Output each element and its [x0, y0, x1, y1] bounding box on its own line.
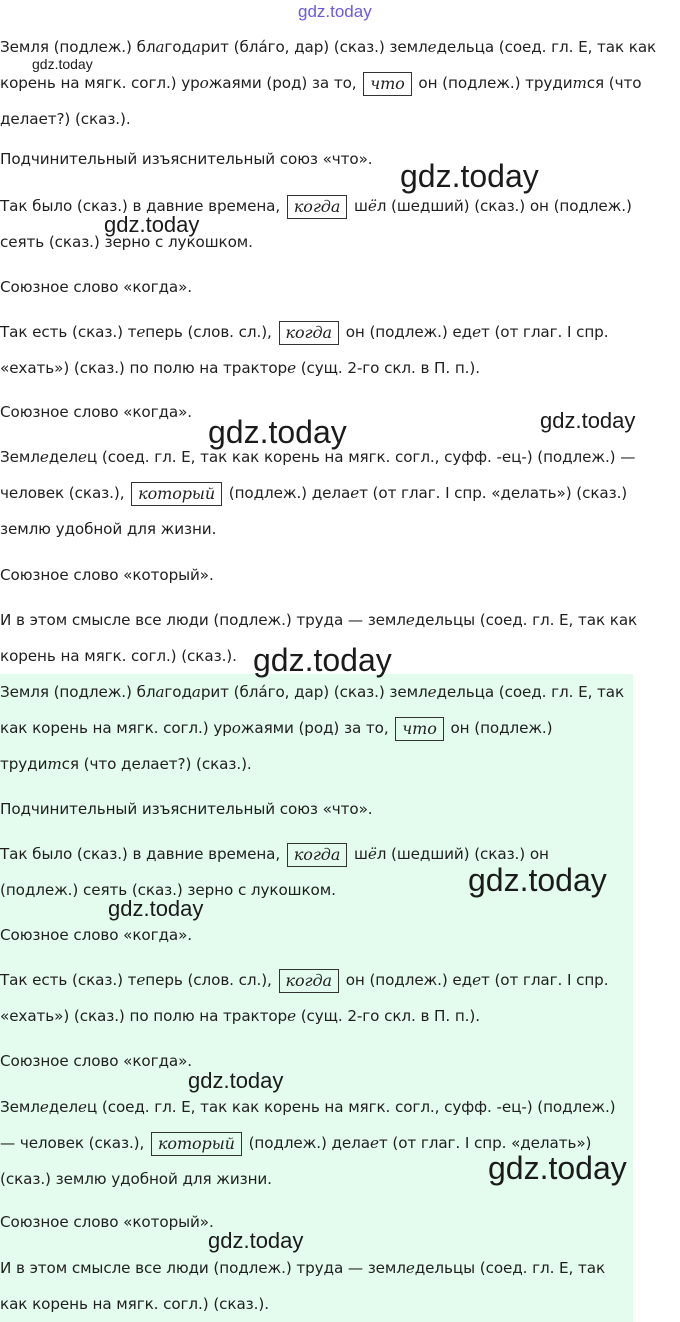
text-run: Земл	[0, 1098, 40, 1116]
note-1-repeat	[0, 791, 628, 827]
text-run: Подчинительный изъяснительный союз «что».	[0, 150, 373, 168]
highlighted-letter: е	[350, 484, 360, 502]
sentence-1-repeat	[0, 674, 628, 782]
note-1	[0, 141, 672, 177]
text-run: он (подлеж.) труди	[413, 74, 573, 92]
watermark: gdz.today	[468, 862, 607, 898]
boxed-conjunction: что	[395, 717, 443, 741]
watermark-top: gdz.today	[298, 2, 372, 21]
text-run: перь (слов. сл.),	[145, 971, 277, 989]
text-run: он (подлеж.) труди	[0, 719, 553, 773]
text-run: Союзное слово «который».	[0, 566, 214, 584]
text-run: Союзное слово «который».	[0, 1213, 214, 1231]
text-run: дельца (соед. гл. Е, так как корень на мягк. согл.) ур	[0, 38, 657, 92]
watermark: gdz.today	[208, 414, 347, 450]
text-run: И в этом смысле все люди (подлеж.) труда — земл	[0, 1259, 406, 1277]
watermark: gdz.today	[400, 158, 539, 194]
text-run: т (от глаг. I спр. «делать») (сказ.) землю удобной для жизни.	[0, 484, 628, 538]
sentence-3-repeat	[0, 962, 628, 1034]
text-run: рит (бла́го, дар) (сказ.) земл	[200, 683, 428, 701]
highlighted-letter: е	[78, 448, 87, 466]
boxed-conjunction: который	[131, 482, 222, 506]
sentence-2	[0, 188, 672, 260]
highlighted-letter: т	[572, 74, 587, 92]
highlighted-letter: е	[78, 1098, 87, 1116]
highlighted-letter: а	[155, 38, 165, 56]
text-run: год	[164, 683, 192, 701]
text-run: Союзное слово «когда».	[0, 926, 193, 944]
watermark: gdz.today	[253, 642, 392, 678]
text-run: т (от глаг. I спр. «делать») (сказ.) землю удобной для жизни.	[0, 1134, 592, 1188]
highlighted-letter: е	[287, 1007, 296, 1025]
highlighted-letter: е	[405, 1259, 415, 1277]
text-run: (сущ. 2-го скл. в П. п.).	[295, 1007, 480, 1025]
highlighted-letter: е	[427, 38, 437, 56]
boxed-conjunction: когда	[287, 843, 347, 867]
note-4	[0, 557, 672, 593]
highlighted-letter: е	[287, 359, 296, 377]
text-run: дел	[48, 1098, 79, 1116]
text-run: ш	[349, 845, 368, 863]
note-2	[0, 269, 672, 305]
sentence-4	[0, 439, 672, 547]
note-4-repeat	[0, 1204, 628, 1240]
sentence-1	[0, 29, 672, 137]
text-run: Земл	[0, 448, 40, 466]
text-run: Подчинительный изъяснительный союз «что».	[0, 800, 373, 818]
watermark: gdz.today	[540, 408, 636, 433]
highlighted-letter: а	[191, 683, 201, 701]
text-run: (подлеж.) дела	[224, 484, 351, 502]
text-run: ся (что делает?) (сказ.).	[0, 74, 642, 128]
text-run: Союзное слово «когда».	[0, 278, 193, 296]
text-run: дел	[48, 448, 79, 466]
text-run: Союзное слово «когда».	[0, 1052, 193, 1070]
watermark: gdz.today	[488, 1150, 627, 1186]
text-run: т (от глаг. I спр. «ехать») (сказ.) по полю на трактор	[0, 971, 609, 1025]
text-run: л (шедший) (сказ.) он (подлеж.) сеять (сказ.) зерно с лукошком.	[0, 845, 549, 899]
watermark: gdz.today	[32, 56, 93, 72]
highlighted-letter: е	[370, 1134, 379, 1152]
highlighted-letter: а	[191, 38, 201, 56]
text-run: Земля (подлеж.) бл	[0, 683, 156, 701]
text-run: Так есть (сказ.) т	[0, 323, 137, 341]
highlighted-letter: е	[39, 448, 49, 466]
highlighted-letter: е	[472, 323, 481, 341]
text-run: Союзное слово «когда».	[0, 403, 193, 421]
text-run: дельцы (соед. гл. Е, так как корень на мягк. согл.) (сказ.).	[0, 1259, 606, 1313]
boxed-conjunction: когда	[287, 195, 347, 219]
note-2-repeat	[0, 917, 628, 953]
highlighted-letter: е	[39, 1098, 49, 1116]
highlighted-letter: а	[155, 683, 165, 701]
boxed-conjunction: который	[151, 1132, 242, 1156]
highlighted-letter: е	[472, 971, 481, 989]
text-run: Так было (сказ.) в давние времена,	[0, 197, 285, 215]
highlighted-letter: е	[136, 971, 146, 989]
boxed-conjunction: что	[363, 72, 411, 96]
watermark: gdz.today	[104, 212, 200, 237]
boxed-conjunction: когда	[279, 321, 339, 345]
text-run: год	[164, 38, 192, 56]
highlighted-letter: ё	[367, 197, 377, 215]
text-run: дельцы (соед. гл. Е, так как корень на мягк. согл.) (сказ.).	[0, 611, 638, 665]
text-run: жаями (род) за то,	[208, 74, 362, 92]
text-run: ся (что делает?) (сказ.).	[61, 755, 252, 773]
text-run: перь (слов. сл.),	[145, 323, 277, 341]
highlighted-letter: о	[199, 74, 209, 92]
text-run: рит (бла́го, дар) (сказ.) земл	[200, 38, 428, 56]
watermark: gdz.today	[208, 1228, 304, 1253]
highlighted-letter: ё	[367, 845, 377, 863]
text-run: т (от глаг. I спр. «ехать») (сказ.) по полю на трактор	[0, 323, 609, 377]
sentence-5-repeat	[0, 1250, 628, 1322]
text-run: жаями (род) за то,	[240, 719, 394, 737]
highlighted-letter: т	[47, 755, 62, 773]
note-3-repeat	[0, 1043, 628, 1079]
highlighted-letter: е	[405, 611, 415, 629]
text-run: (подлеж.) дела	[243, 1134, 370, 1152]
text-run: Так было (сказ.) в давние времена,	[0, 845, 285, 863]
text-run: Земля (подлеж.) бл	[0, 38, 156, 56]
watermark: gdz.today	[108, 896, 204, 921]
text-run: он (подлеж.) ед	[340, 323, 473, 341]
text-run: Так есть (сказ.) т	[0, 971, 137, 989]
text-run: ш	[349, 197, 368, 215]
boxed-conjunction: когда	[279, 969, 339, 993]
text-run: (сущ. 2-го скл. в П. п.).	[295, 359, 480, 377]
text-run: И в этом смысле все люди (подлеж.) труда — земл	[0, 611, 406, 629]
highlighted-letter: е	[427, 683, 437, 701]
watermark: gdz.today	[188, 1068, 284, 1093]
text-run: дельца (соед. гл. Е, так как корень на мягк. согл.) ур	[0, 683, 625, 737]
text-run: ц (соед. гл. Е, так как корень на мягк. согл., суфф. -ец-) (подлеж.) — человек (сказ.),	[0, 448, 636, 502]
highlighted-letter: о	[231, 719, 241, 737]
text-run: ц (соед. гл. Е, так как корень на мягк. согл., суфф. -ец-) (подлеж.) — человек (сказ.),	[0, 1098, 616, 1152]
text-run: он (подлеж.) ед	[340, 971, 473, 989]
highlighted-letter: е	[136, 323, 146, 341]
sentence-3	[0, 314, 672, 386]
text-run: л (шедший) (сказ.) он (подлеж.) сеять (сказ.) зерно с лукошком.	[0, 197, 632, 251]
